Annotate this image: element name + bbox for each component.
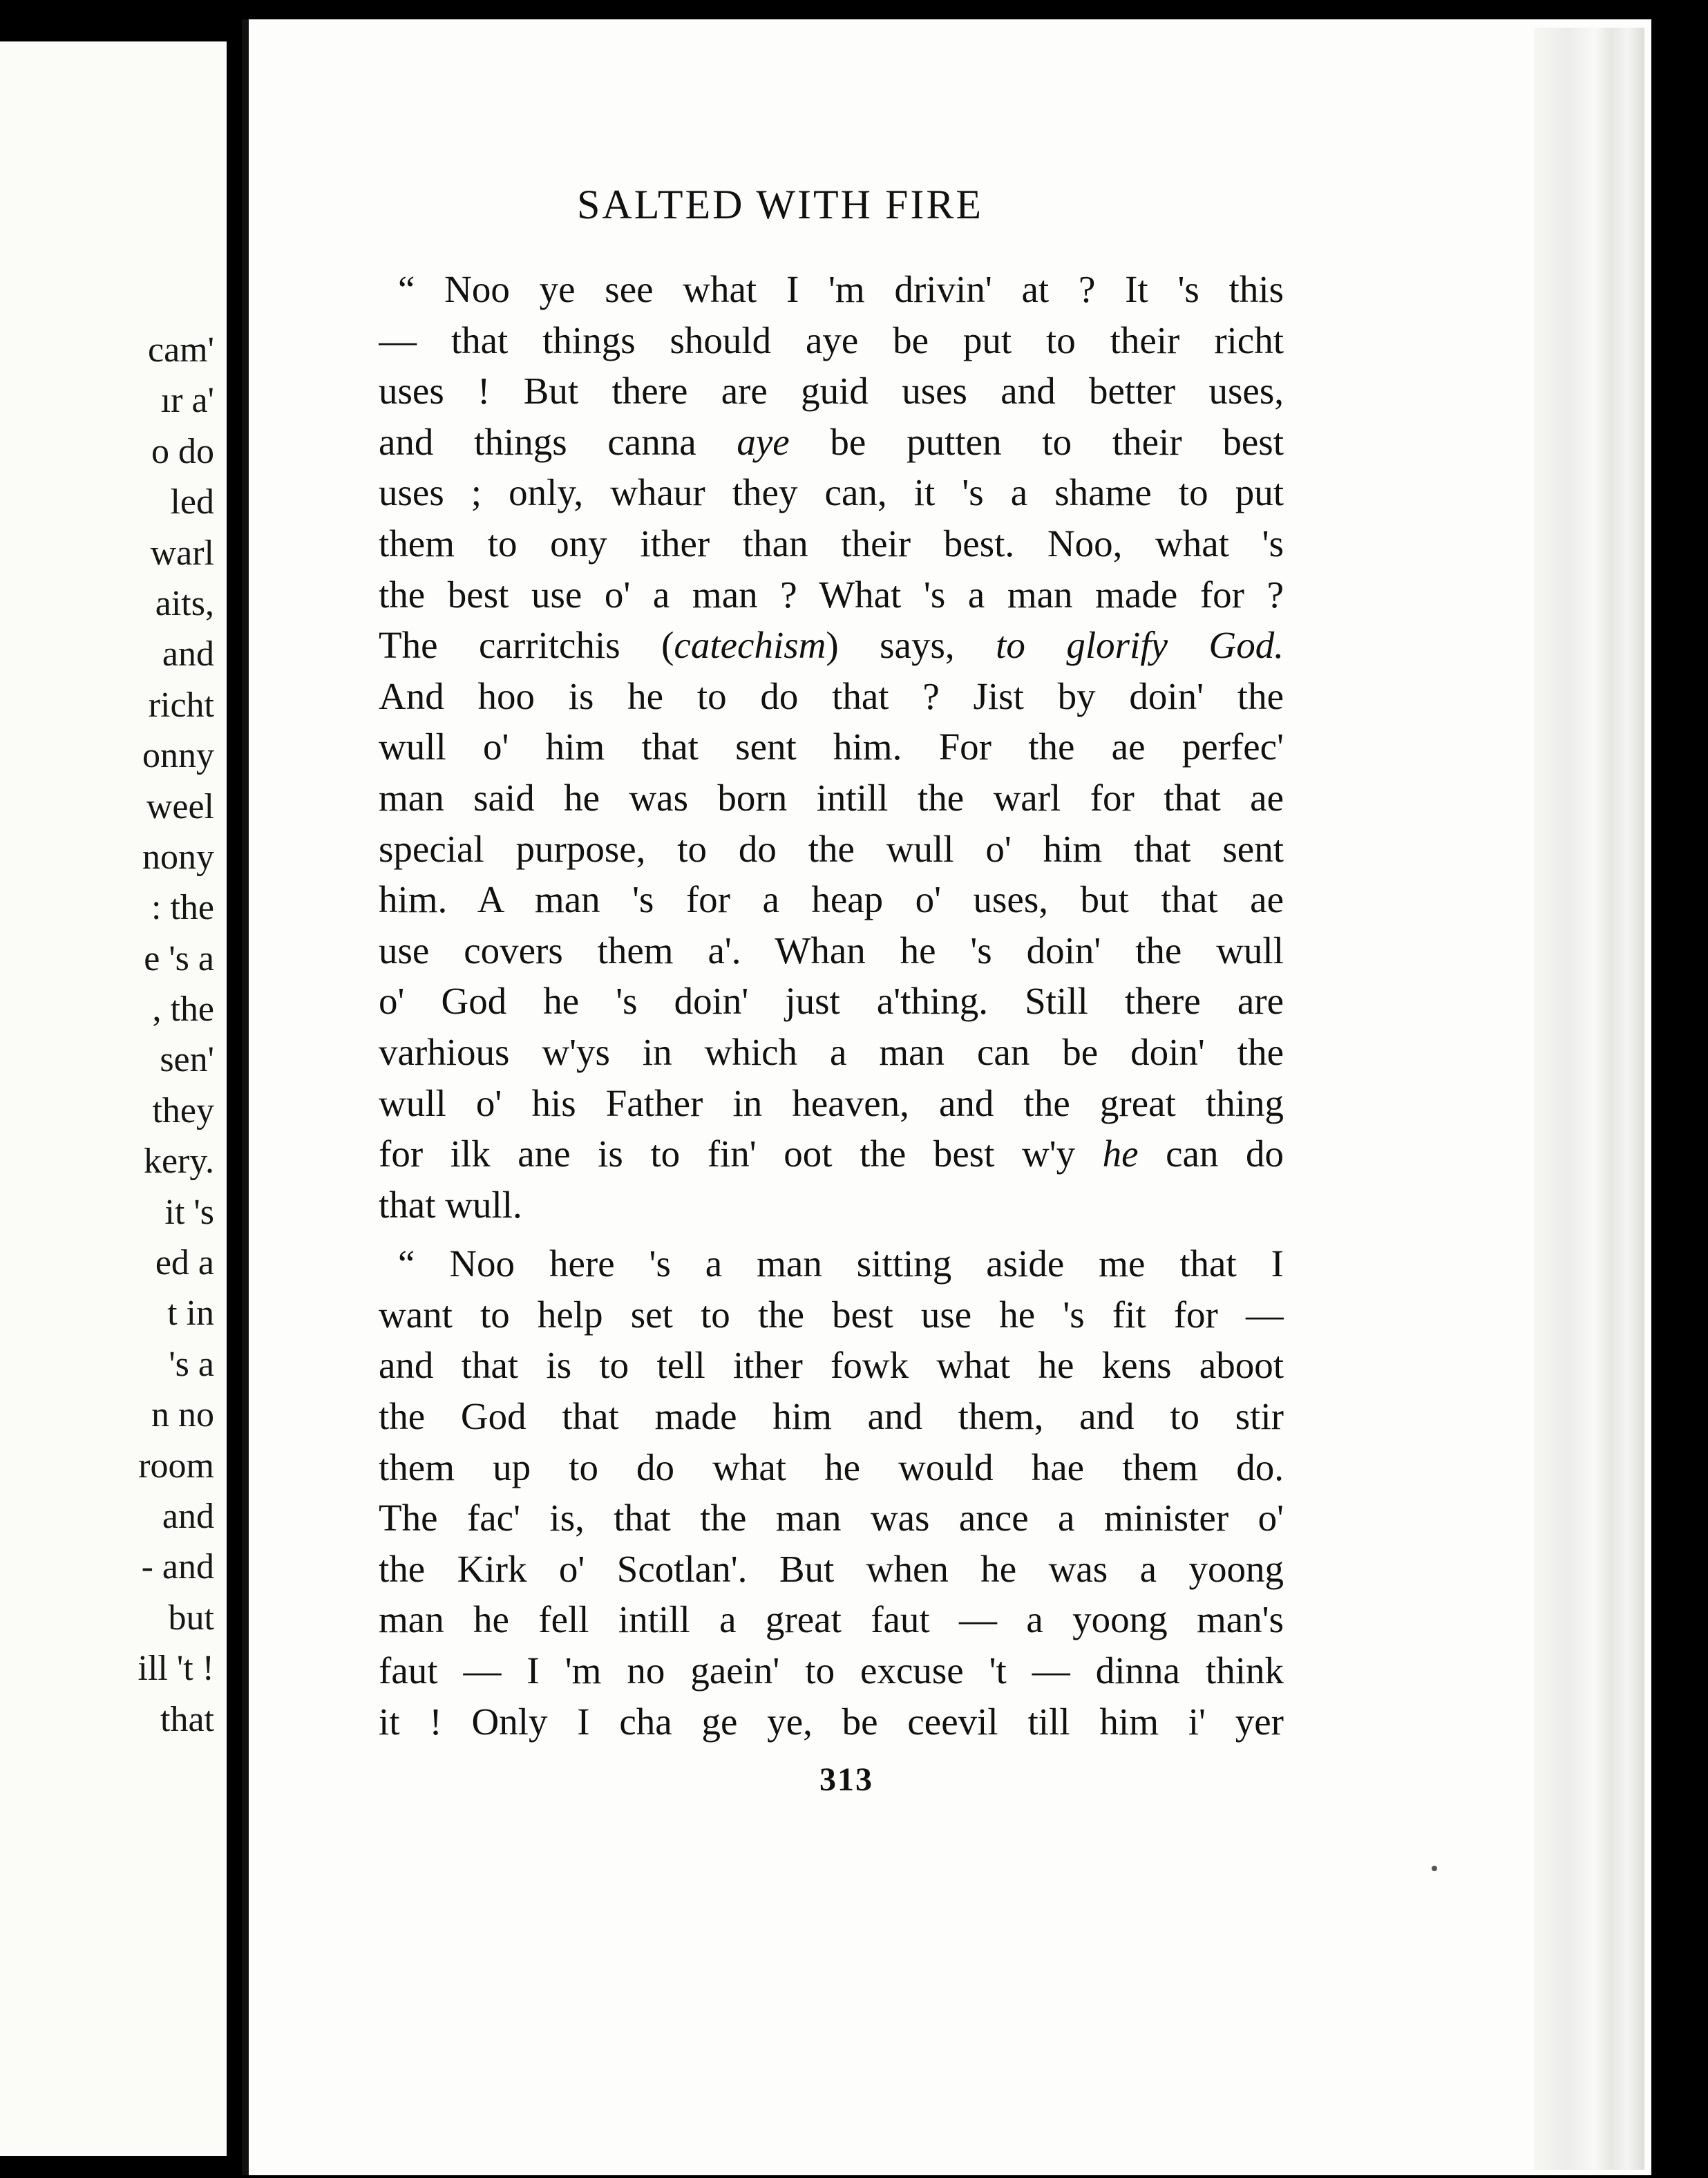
text-line: special purpose, to do the wull o' him that sent — [379, 827, 1284, 870]
text-line: o' God he 's doin' just a'thing. Still there are — [379, 980, 1284, 1023]
text-run: ) says, — [826, 624, 996, 667]
body-text — [379, 264, 1284, 1747]
paper-speck — [1432, 1866, 1437, 1871]
emphasis: aye — [737, 420, 790, 463]
text-line: them to ony ither than their best. Noo, what 's — [379, 522, 1284, 565]
left-line: , the — [152, 989, 214, 1030]
left-line: n no — [151, 1395, 214, 1435]
text-line: “ Noo here 's a man sitting aside me that I — [398, 1242, 1284, 1285]
left-line: richt — [148, 685, 214, 725]
text-line: wull o' his Father in heaven, and the great thing — [379, 1081, 1284, 1124]
page-number: 313 — [819, 1761, 873, 1798]
left-line: that — [160, 1699, 214, 1739]
left-line: weel — [146, 786, 214, 826]
text-line: use covers them a'. Whan he 's doin' the wull — [379, 929, 1284, 972]
text-line: varhious w'ys in which a man can be doin' the — [379, 1030, 1284, 1073]
emphasis: he — [1102, 1133, 1139, 1175]
text-line: and that is to tell ither fowk what he kens aboot — [379, 1344, 1284, 1387]
text-run: and things canna — [379, 420, 737, 463]
left-line: and — [162, 1496, 214, 1536]
left-line: nony — [142, 837, 214, 877]
left-line: aits, — [155, 583, 214, 623]
emphasis: catechism — [674, 624, 826, 667]
text-line: wull o' him that sent him. For the ae perfec' — [379, 726, 1284, 768]
left-line: but — [168, 1598, 214, 1638]
left-line: onny — [142, 736, 214, 776]
text-line: man he fell intill a great faut — a yoong man's — [379, 1598, 1284, 1641]
text-line — [379, 417, 1284, 468]
paragraph-gap — [379, 1230, 1284, 1238]
text-line: them up to do what he would hae them do. — [379, 1446, 1284, 1488]
left-line: sen' — [160, 1040, 214, 1080]
left-line: room — [138, 1446, 214, 1486]
left-line: ed a — [155, 1243, 214, 1283]
left-line: o do — [151, 431, 214, 471]
left-line: it 's — [164, 1192, 214, 1232]
text-line: it ! Only I cha ge ye, be ceevil till him i' yer — [379, 1700, 1284, 1743]
page-edge-stack — [1534, 28, 1644, 2170]
text-line: the God that made him and them, and to stir — [379, 1395, 1284, 1438]
text-line: man said he was born intill the warl for that ae — [379, 776, 1284, 819]
text-run: The carritchis ( — [379, 624, 674, 667]
left-line: cam' — [148, 330, 214, 370]
left-line: warl — [150, 533, 214, 573]
left-line: kery. — [143, 1142, 214, 1182]
text-line: The fac' is, that the man was ance a minister o' — [379, 1497, 1284, 1540]
left-facing-page — [0, 41, 227, 2156]
left-line: ır a' — [160, 381, 214, 421]
left-page-text — [0, 325, 214, 1745]
left-line: and — [162, 634, 214, 674]
left-line: 's a — [169, 1344, 214, 1384]
text-line: And hoo is he to do that ? Jist by doin' the — [379, 674, 1284, 717]
text-line: want to help set to the best use he 's fit for — — [379, 1293, 1284, 1336]
text-run: for ilk ane is to fin' oot the best w'y — [379, 1133, 1103, 1175]
text-line: faut — I 'm no gaein' to excuse 't — dinna think — [379, 1649, 1284, 1692]
text-line: uses ; only, whaur they can, it 's a shame to put — [379, 471, 1284, 514]
left-line: t in — [167, 1294, 214, 1334]
text-line: that wull. — [379, 1183, 522, 1226]
left-line: they — [152, 1090, 214, 1130]
left-line: e 's a — [144, 938, 214, 978]
left-line: ill 't ! — [137, 1649, 214, 1689]
text-line: uses ! But there are guid uses and better uses, — [379, 370, 1284, 413]
text-line: the best use o' a man ? What 's a man made for ? — [379, 573, 1284, 616]
running-head: SALTED WITH FIRE — [577, 182, 983, 227]
left-line: - and — [141, 1547, 214, 1587]
text-line: — that things should aye be put to their richt — [379, 319, 1284, 361]
emphasis: to glorify God. — [996, 624, 1284, 667]
text-line: him. A man 's for a heap o' uses, but that ae — [379, 878, 1284, 921]
text-line: “ Noo ye see what I 'm drivin' at ? It 's this — [398, 268, 1284, 310]
text-line — [379, 1128, 1284, 1180]
left-line: led — [170, 482, 214, 522]
text-run: can do — [1138, 1133, 1284, 1175]
text-run: be putten to their best — [789, 420, 1284, 463]
text-line: the Kirk o' Scotlan'. But when he was a yoong — [379, 1547, 1284, 1590]
left-line: : the — [151, 888, 214, 928]
text-line — [379, 620, 1284, 671]
